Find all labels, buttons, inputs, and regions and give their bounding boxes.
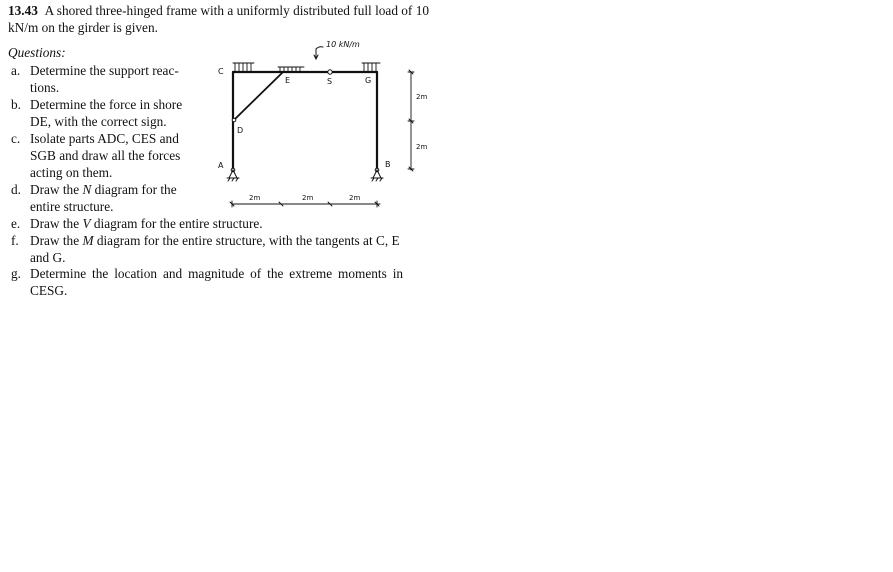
distributed-load-right xyxy=(362,63,380,71)
question-line: acting on them. xyxy=(30,165,113,180)
frame-drawing xyxy=(212,36,434,214)
question-letter: a. xyxy=(11,63,21,78)
load-label: 10 kN/m xyxy=(326,40,360,49)
label-E: E xyxy=(285,76,291,85)
questions-heading: Questions: xyxy=(8,45,66,60)
question-line: and G. xyxy=(30,250,66,265)
dim-label-h1: 2m xyxy=(249,194,261,202)
question-letter: f. xyxy=(11,233,19,248)
hinge-S xyxy=(328,70,332,74)
frame-figure xyxy=(212,36,434,214)
question-letter: c. xyxy=(11,131,21,146)
label-S: S xyxy=(327,77,333,86)
question-line: Draw the M diagram for the entire structure, with the tangents at C, E xyxy=(30,233,400,248)
problem-text: A shored three-hinged frame with a uniformly distributed full load of 10 kN/m on the girder is given. xyxy=(8,3,429,35)
hinge-D xyxy=(232,118,236,122)
distributed-load-left xyxy=(233,63,254,71)
question-letter: b. xyxy=(11,97,21,112)
question-letter: e. xyxy=(11,216,21,231)
shore-DE xyxy=(235,73,282,119)
problem-statement xyxy=(8,2,432,36)
label-C: C xyxy=(218,67,224,76)
problem-number: 13.43 xyxy=(8,3,38,18)
support-B xyxy=(371,168,383,181)
label-G: G xyxy=(365,76,372,85)
distributed-load-mid xyxy=(278,67,304,71)
support-A xyxy=(227,168,239,181)
question-line: Determine the support reac- xyxy=(30,63,179,78)
question-line: Draw the N diagram for the xyxy=(30,182,177,197)
label-D: D xyxy=(237,126,244,135)
dim-label-v1: 2m xyxy=(416,93,428,101)
question-line: Draw the V diagram for the entire structure. xyxy=(30,216,263,231)
question-line: tions. xyxy=(30,80,60,95)
question-letter: d. xyxy=(11,182,21,197)
dimension-vertical xyxy=(408,70,414,171)
label-B: B xyxy=(385,160,391,169)
dim-label-v2: 2m xyxy=(416,143,428,151)
load-pointer xyxy=(316,47,323,49)
question-line: SGB and draw all the forces xyxy=(30,148,181,163)
question-line: Isolate parts ADC, CES and xyxy=(30,131,179,146)
question-letter: g. xyxy=(11,266,21,281)
question-line: entire structure. xyxy=(30,199,114,214)
question-line: DE, with the correct sign. xyxy=(30,114,167,129)
question-line: Determine the force in shore xyxy=(30,97,183,112)
dim-label-h3: 2m xyxy=(349,194,361,202)
question-line: CESG. xyxy=(30,283,68,298)
question-line: Determine the location and magnitude of the extreme moments in xyxy=(30,266,404,281)
dim-label-h2: 2m xyxy=(302,194,314,202)
label-A: A xyxy=(218,161,224,170)
